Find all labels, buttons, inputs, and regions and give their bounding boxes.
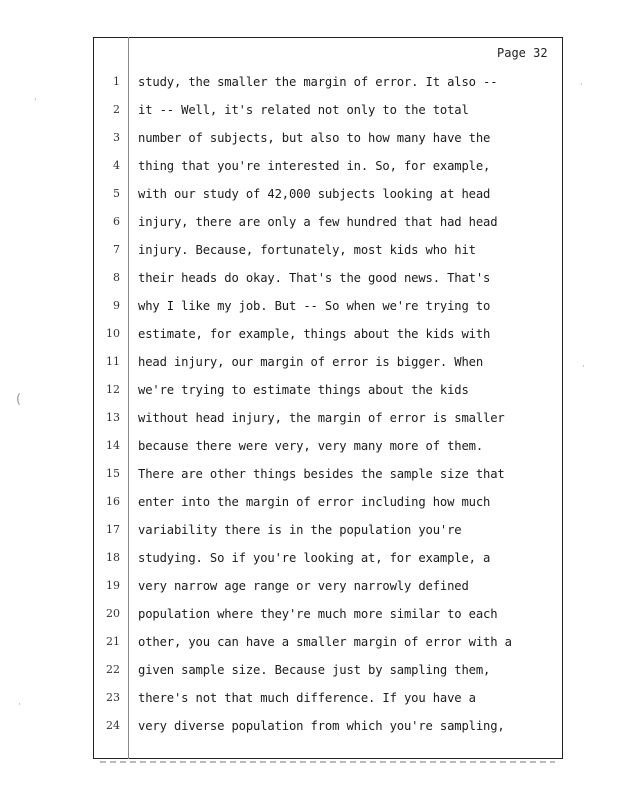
transcript-line — [0, 600, 618, 628]
line-text: without head injury, the margin of error is smaller — [138, 411, 505, 425]
line-text: it -- Well, it's related not only to the total — [138, 103, 469, 117]
line-text: head injury, our margin of error is bigger. When — [138, 355, 483, 369]
line-number: 24 — [106, 719, 120, 732]
transcript-lines — [0, 68, 618, 740]
line-number: 6 — [113, 215, 120, 228]
line-number: 10 — [106, 327, 120, 340]
transcript-line — [0, 376, 618, 404]
transcript-line — [0, 348, 618, 376]
line-number: 23 — [106, 691, 120, 704]
line-text: population where they're much more similar to each — [138, 607, 498, 621]
page-number-label: Page 32 — [497, 46, 548, 60]
transcript-line — [0, 68, 618, 96]
line-number: 2 — [113, 103, 120, 116]
scan-artifact-mark: · — [582, 362, 585, 372]
line-text: There are other things besides the sample size that — [138, 467, 505, 481]
line-text: given sample size. Because just by sampling them, — [138, 663, 491, 677]
scan-artifact-mark: ( — [16, 392, 22, 407]
scan-artifact-mark: · — [18, 700, 21, 710]
transcript-line — [0, 404, 618, 432]
line-text: injury. Because, fortunately, most kids who hit — [138, 243, 476, 257]
line-text: very narrow age range or very narrowly defined — [138, 579, 469, 593]
transcript-line — [0, 96, 618, 124]
line-text: variability there is in the population you're — [138, 523, 462, 537]
line-text: because there were very, very many more of them. — [138, 439, 483, 453]
transcript-line — [0, 152, 618, 180]
transcript-line — [0, 320, 618, 348]
transcript-line — [0, 628, 618, 656]
transcript-line — [0, 656, 618, 684]
transcript-line — [0, 180, 618, 208]
line-text: other, you can have a smaller margin of error with a — [138, 635, 512, 649]
line-text: study, the smaller the margin of error. It also -- — [138, 75, 498, 89]
line-text: studying. So if you're looking at, for example, a — [138, 551, 491, 565]
line-number: 15 — [106, 467, 120, 480]
transcript-line — [0, 488, 618, 516]
line-number: 20 — [106, 607, 120, 620]
line-number: 13 — [106, 411, 120, 424]
line-number: 4 — [113, 159, 120, 172]
line-number: 19 — [106, 579, 120, 592]
transcript-line — [0, 208, 618, 236]
line-number: 12 — [106, 383, 120, 396]
line-text: why I like my job. But -- So when we're trying to — [138, 299, 491, 313]
line-number: 22 — [106, 663, 120, 676]
line-number: 21 — [106, 635, 120, 648]
line-text: their heads do okay. That's the good news. That's — [138, 271, 491, 285]
line-text: enter into the margin of error including how much — [138, 495, 491, 509]
transcript-line — [0, 712, 618, 740]
line-text: with our study of 42,000 subjects looking at head — [138, 187, 491, 201]
line-number: 8 — [113, 271, 120, 284]
line-number: 11 — [106, 355, 120, 368]
scan-artifact-mark: ˌ — [34, 92, 37, 102]
line-text: injury, there are only a few hundred that had head — [138, 215, 498, 229]
line-number: 3 — [113, 131, 120, 144]
line-text: estimate, for example, things about the kids with — [138, 327, 491, 341]
line-number: 16 — [106, 495, 120, 508]
transcript-line — [0, 264, 618, 292]
transcript-line — [0, 572, 618, 600]
transcript-line — [0, 544, 618, 572]
transcript-line — [0, 684, 618, 712]
line-number: 18 — [106, 551, 120, 564]
line-number: 1 — [113, 75, 120, 88]
line-text: thing that you're interested in. So, for example, — [138, 159, 491, 173]
scan-artifact-mark: · — [580, 80, 583, 90]
transcript-line — [0, 124, 618, 152]
line-number: 9 — [113, 299, 120, 312]
transcript-line — [0, 516, 618, 544]
line-number: 5 — [113, 187, 120, 200]
transcript-line — [0, 460, 618, 488]
line-number: 7 — [113, 243, 120, 256]
line-text: we're trying to estimate things about the kids — [138, 383, 469, 397]
line-text: number of subjects, but also to how many have the — [138, 131, 491, 145]
transcript-line — [0, 432, 618, 460]
bottom-scan-artifact — [100, 761, 555, 763]
line-number: 17 — [106, 523, 120, 536]
line-number: 14 — [106, 439, 120, 452]
line-text: very diverse population from which you're sampling, — [138, 719, 505, 733]
transcript-line — [0, 236, 618, 264]
line-text: there's not that much difference. If you have a — [138, 691, 476, 705]
transcript-line — [0, 292, 618, 320]
